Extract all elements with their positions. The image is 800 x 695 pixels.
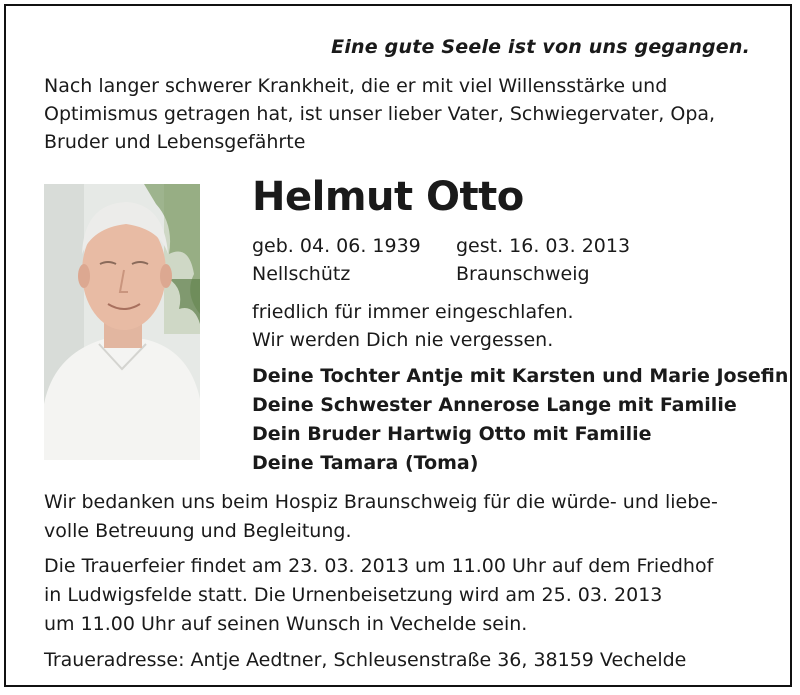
mourners-list <box>252 362 788 478</box>
ceremony-line: in Ludwigsfelde statt. Die Urnenbeisetzung wird am 25. 03. 2013 <box>44 584 663 606</box>
thanks-text <box>44 488 760 546</box>
intro-line: Optimismus getragen hat, ist unser lieber Vater, Schwiegervater, Opa, <box>44 103 716 125</box>
life-dates <box>252 232 630 288</box>
mourner-entry: Dein Bruder Hartwig Otto mit Familie <box>252 423 652 445</box>
birth-place: Nellschütz <box>252 263 351 285</box>
deceased-name: Helmut Otto <box>252 174 524 220</box>
mourning-address: Traueradresse: Antje Aedtner, Schleusenstraße 36, 38159 Vechelde <box>44 649 687 671</box>
mourner-entry: Deine Schwester Annerose Lange mit Familie <box>252 394 737 416</box>
intro-line: Bruder und Lebensgefährte <box>44 131 306 153</box>
ceremony-line: um 11.00 Uhr auf seinen Wunsch in Vechelde sein. <box>44 613 528 635</box>
motto: Eine gute Seele ist von uns gegangen. <box>331 36 750 58</box>
birth-date: geb. 04. 06. 1939 <box>252 235 421 257</box>
thanks-line: volle Betreuung und Begleitung. <box>44 520 352 542</box>
death-info <box>456 232 630 288</box>
intro-line: Nach langer schwerer Krankheit, die er mit viel Willensstärke und <box>44 75 668 97</box>
death-date: gest. 16. 03. 2013 <box>456 235 631 257</box>
ceremony-line: Die Trauerfeier findet am 23. 03. 2013 um 11.00 Uhr auf dem Friedhof <box>44 555 714 577</box>
birth-info <box>252 232 456 288</box>
portrait-photo <box>44 184 200 460</box>
thanks-line: Wir bedanken uns beim Hospiz Braunschweig für die würde- und liebe- <box>44 491 718 513</box>
mourner-entry: Deine Tamara (Toma) <box>252 452 479 474</box>
farewell-text <box>252 298 574 354</box>
death-place: Braunschweig <box>456 263 590 285</box>
obituary-notice <box>4 4 792 687</box>
farewell-line: friedlich für immer eingeschlafen. <box>252 301 574 323</box>
farewell-line: Wir werden Dich nie vergessen. <box>252 329 554 351</box>
intro-text <box>44 72 760 156</box>
ceremony-text <box>44 552 760 639</box>
mourner-entry: Deine Tochter Antje mit Karsten und Marie Josefin <box>252 365 789 387</box>
